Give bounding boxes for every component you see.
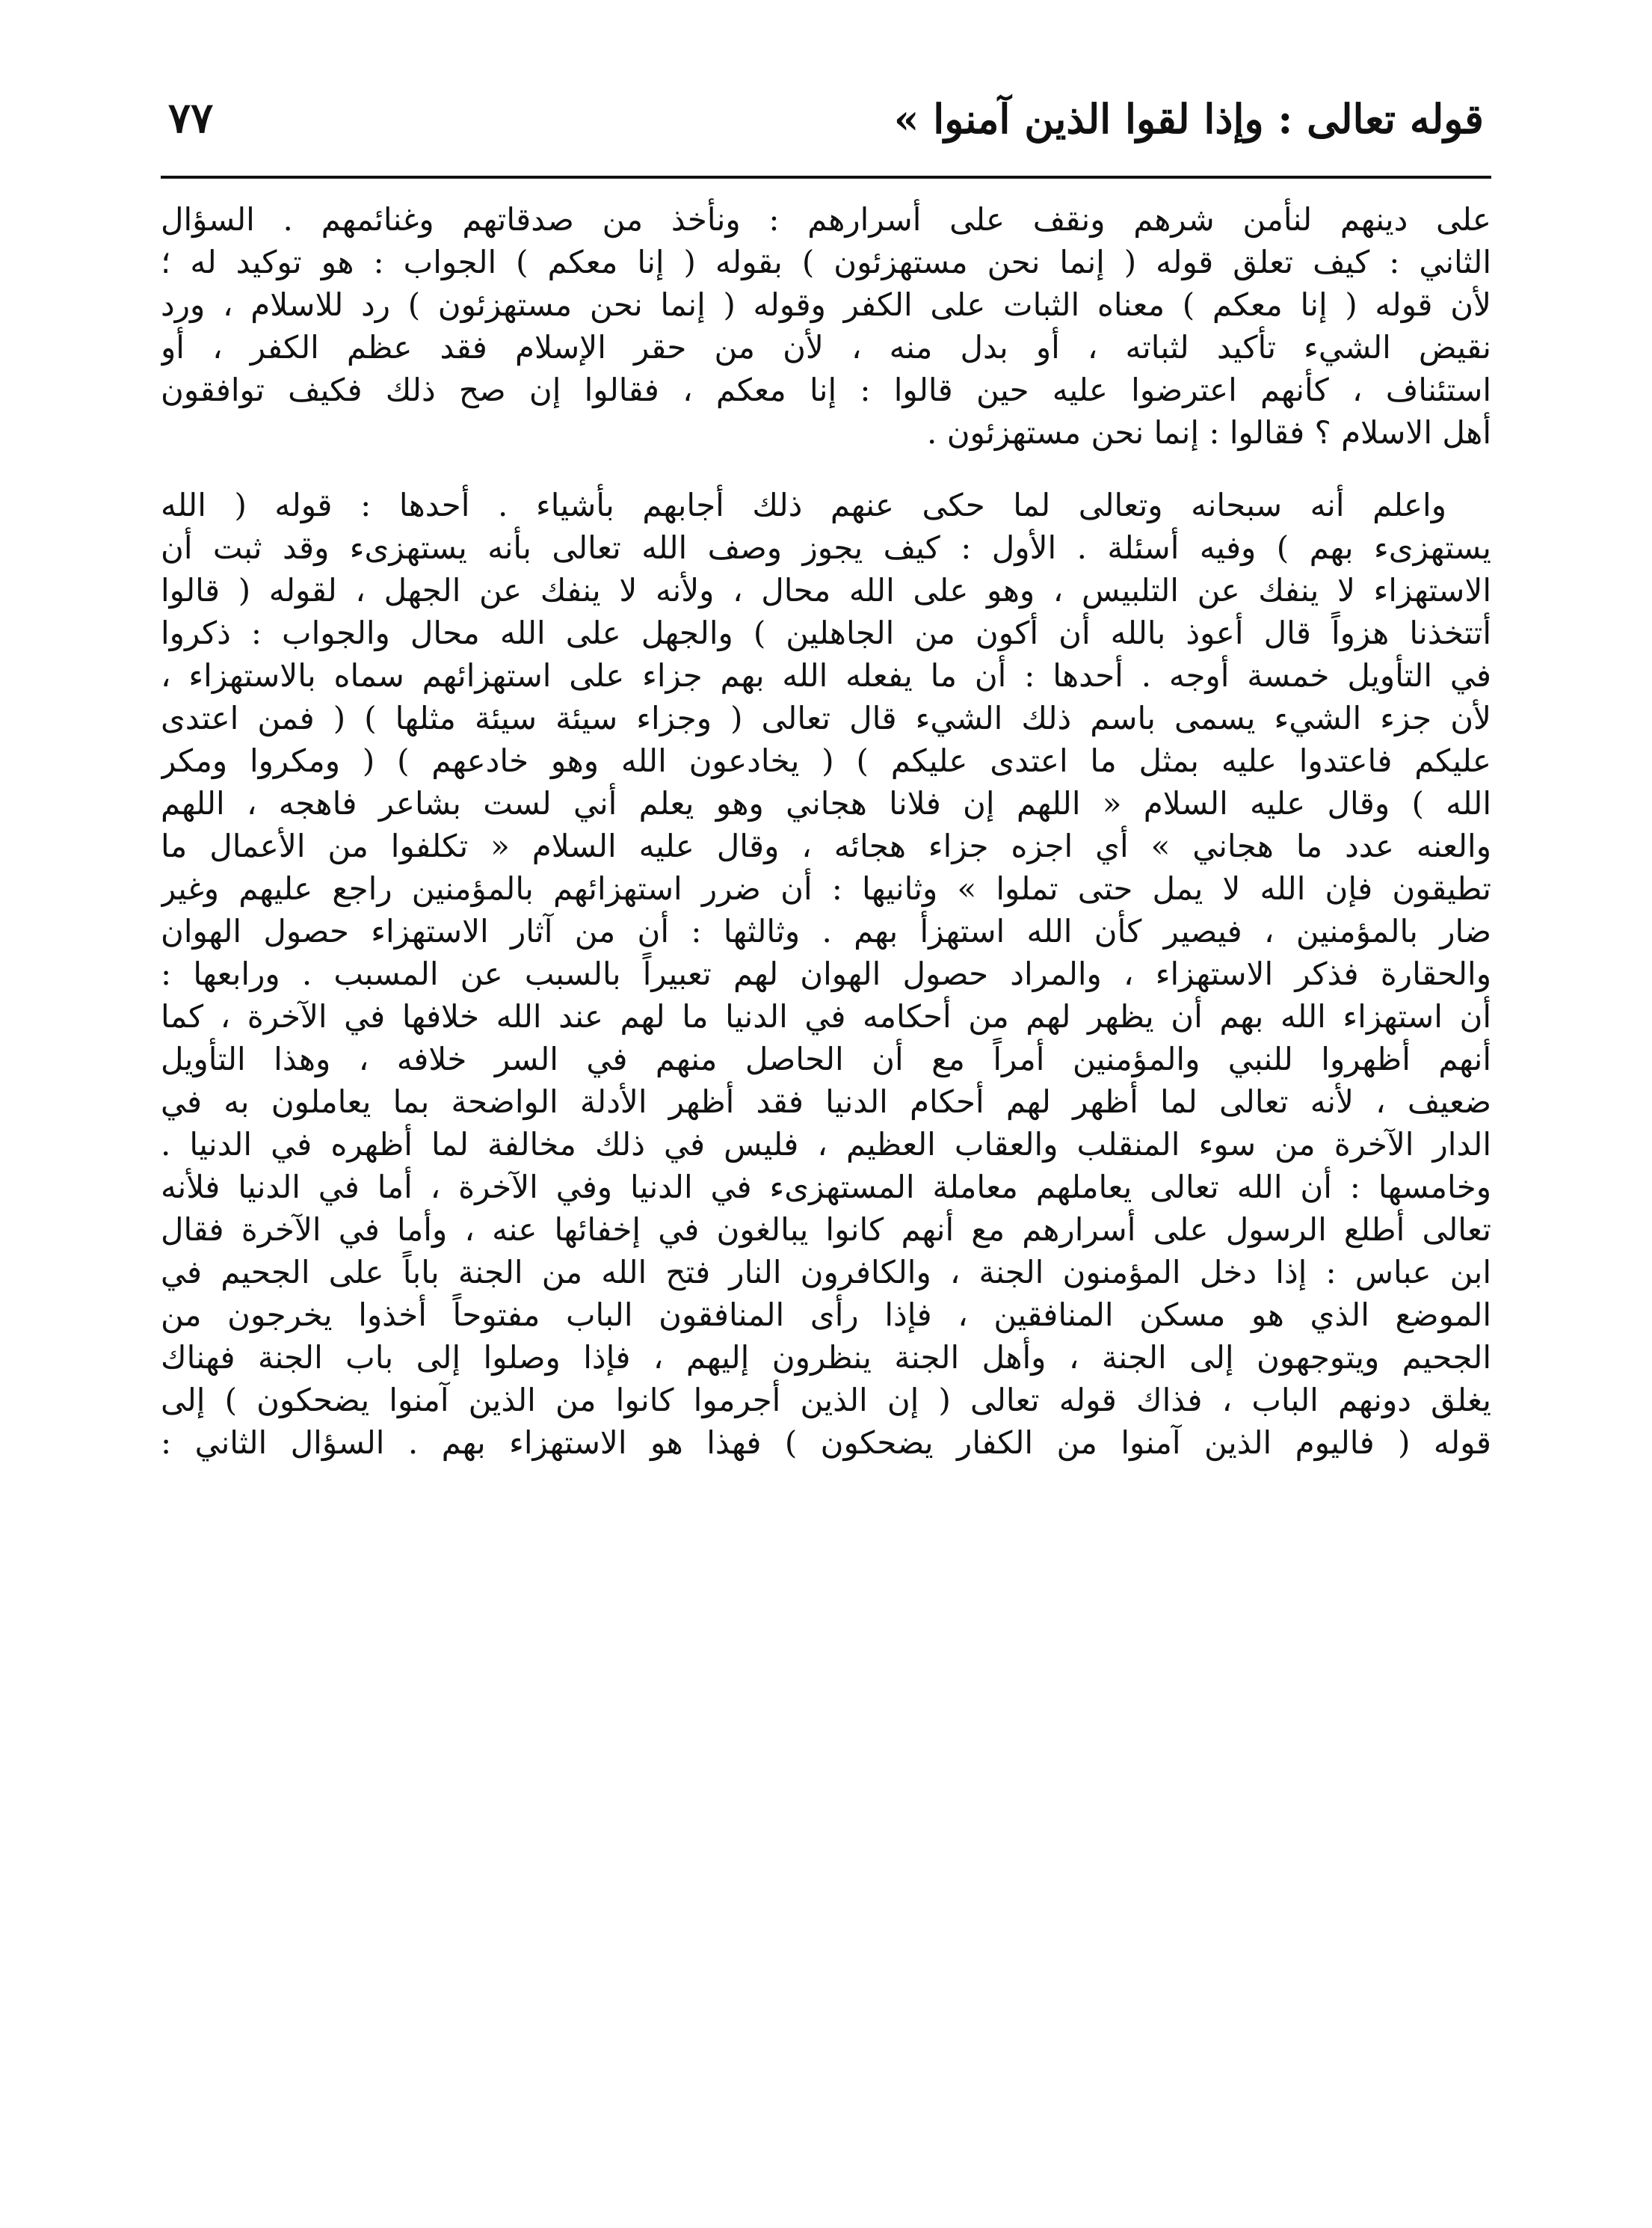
text-line: الجحيم ويتوجهون إلى الجنة ، وأهل الجنة ينظرون إليهم ، فإذا وصلوا إلى باب الجنة فهناك [161,1339,1491,1376]
text-line: أن استهزاء الله بهم أن يظهر لهم من أحكامه في الدنيا ما لهم عند الله خلافها في الآخرة ، كما [161,998,1491,1035]
text-line: يستهزىء بهم ) وفيه أسئلة . الأول : كيف يجوز وصف الله تعالى بأنه يستهزىء وقد ثبت أن [161,529,1491,566]
text-line: استئناف ، كأنهم اعترضوا عليه حين قالوا : إنا معكم ، فقالوا إن صح ذلك فكيف توافقون [161,372,1491,408]
text-line: الموضع الذي هو مسكن المنافقين ، فإذا رأى المنافقون الباب مفتوحاً أخذوا يخرجون من [161,1296,1491,1333]
text-line: عليكم فاعتدوا عليه بمثل ما اعتدى عليكم ) ( يخادعون الله وهو خادعهم ) ( ومكروا ومكر [161,742,1491,779]
text-line: على دينهم لنأمن شرهم ونقف على أسرارهم : ونأخذ من صدقاتهم وغنائمهم . السؤال [161,201,1491,238]
text-line: والعنه عدد ما هجاني » أي اجزه جزاء هجائه ، وقال عليه السلام « تكلفوا من الأعمال ما [161,828,1491,864]
running-title: قوله تعالى : وإذا لقوا الذين آمنوا » [893,95,1484,143]
text-line: أهل الاسلام ؟ فقالوا : إنما نحن مستهزئون . [927,414,1491,451]
body-text [161,198,1491,1464]
text-line: الدار الآخرة من سوء المنقلب والعقاب العظيم ، فليس في ذلك مخالفة لما أظهره في الدنيا . [161,1126,1491,1163]
text-line: لأن جزء الشيء يسمى باسم ذلك الشيء قال تعالى ( وجزاء سيئة سيئة مثلها ) ( فمن اعتدى [161,700,1491,736]
header-rule [161,176,1491,179]
text-line: تعالى أطلع الرسول على أسرارهم مع أنهم كانوا يبالغون في إخفائها عنه ، وأما في الآخرة فقال [161,1211,1491,1248]
text-line: ضعيف ، لأنه تعالى لما أظهر لهم أحكام الدنيا فقد أظهر الأدلة الواضحة بما يعاملون به في [161,1083,1491,1120]
text-line: ضار بالمؤمنين ، فيصير كأن الله استهزأ بهم . وثالثها : أن من آثار الاستهزاء حصول الهوان [161,913,1491,950]
text-line: تطيقون فإن الله لا يمل حتى تملوا » وثانيها : أن ضرر استهزائهم بالمؤمنين راجع عليهم وغير [161,870,1491,907]
text-line: لأن قوله ( إنا معكم ) معناه الثبات على الكفر وقوله ( إنما نحن مستهزئون ) رد للاسلام ، ورد [161,286,1491,323]
text-line: ابن عباس : إذا دخل المؤمنون الجنة ، والكافرون النار فتح الله من الجنة باباً على الجحيم في [161,1254,1491,1290]
text-line: الاستهزاء لا ينفك عن التلبيس ، وهو على الله محال ، ولأنه لا ينفك عن الجهل ، لقوله ( قالوا [161,572,1491,609]
text-line: قوله ( فاليوم الذين آمنوا من الكفار يضحكون ) فهذا هو الاستهزاء بهم . السؤال الثاني : [161,1424,1491,1461]
text-line: الله ) وقال عليه السلام « اللهم إن فلانا هجاني وهو يعلم أني لست بشاعر فاهجه ، اللهم [161,785,1491,822]
text-line: واعلم أنه سبحانه وتعالى لما حكى عنهم ذلك أجابهم بأشياء . أحدها : قوله ( الله [161,487,1446,523]
page-number: ٧٧ [168,93,214,143]
text-line: في التأويل خمسة أوجه . أحدها : أن ما يفعله الله بهم جزاء على استهزائهم سماه بالاستهزاء ، [161,657,1491,694]
text-line: أنهم أظهروا للنبي والمؤمنين أمراً مع أن الحاصل منهم في السر خلافه ، وهذا التأويل [161,1041,1491,1077]
paragraph-1 [161,198,1491,454]
text-line: أتتخذنا هزواً قال أعوذ بالله أن أكون من الجاهلين ) والجهل على الله محال والجواب : ذكروا [161,615,1491,651]
text-line: وخامسها : أن الله تعالى يعاملهم معاملة المستهزىء في الدنيا وفي الآخرة ، أما في الدنيا فلأنه [161,1169,1491,1205]
text-line: والحقارة فذكر الاستهزاء ، والمراد حصول الهوان لهم تعبيراً بالسبب عن المسبب . ورابعها : [161,955,1491,992]
text-line: الثاني : كيف تعلق قوله ( إنما نحن مستهزئون ) بقوله ( إنا معكم ) الجواب : هو توكيد له ؛ [161,244,1491,280]
text-line: يغلق دونهم الباب ، فذاك قوله تعالى ( إن الذين أجرموا كانوا من الذين آمنوا يضحكون ) إلى [161,1382,1491,1418]
paragraph-2 [161,484,1491,1464]
page-header [161,86,1491,176]
text-line: نقيض الشيء تأكيد لثباته ، أو بدل منه ، لأن من حقر الإسلام فقد عظم الكفر ، أو [161,329,1491,366]
